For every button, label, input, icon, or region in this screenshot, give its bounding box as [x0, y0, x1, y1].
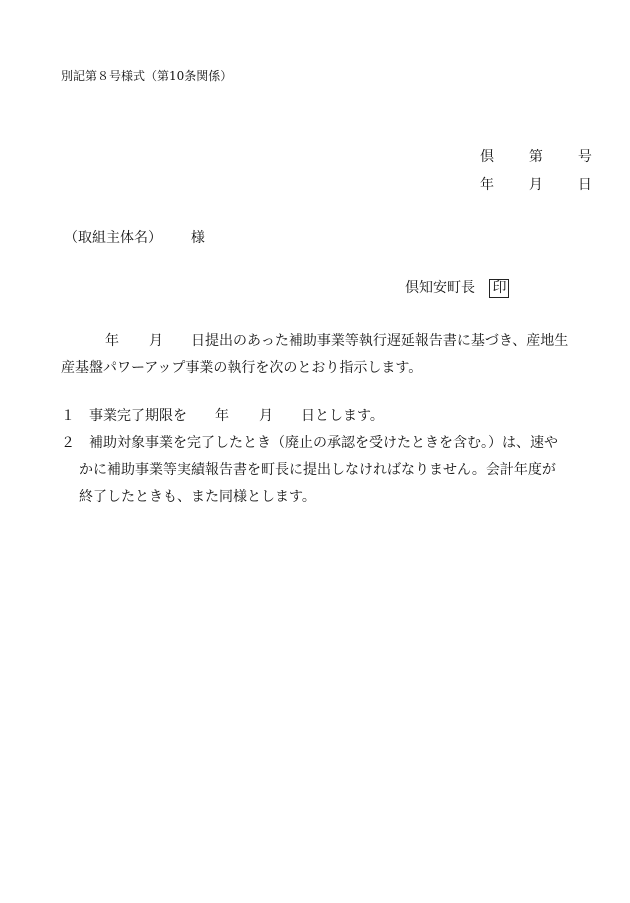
seal-mark: 印 [489, 279, 509, 298]
doc-number-mid: 第 [528, 149, 543, 165]
body-line1-rest: 提出のあった補助事業等執行遅延報告書に基づき、産地生 [205, 333, 569, 349]
item-text-line2: かに補助事業等実績報告書を町長に提出しなければなりません。会計年度が [79, 462, 556, 478]
document-number [480, 146, 592, 166]
list-item [61, 430, 581, 511]
doc-number-suffix: 号 [577, 149, 592, 165]
item-text-lead: 事業完了期限を [89, 408, 187, 424]
recipient-name: （取組主体名） [64, 230, 162, 246]
item-year: 年 [215, 408, 229, 424]
item-month: 月 [259, 408, 273, 424]
item-line-3 [61, 484, 581, 511]
recipient [64, 227, 205, 247]
item-number: １ [61, 408, 75, 424]
body-date-year: 年 [105, 333, 119, 349]
body-date-day: 日 [191, 333, 205, 349]
doc-date-month: 月 [528, 177, 543, 193]
item-text-line3: 終了したときも、また同様とします。 [79, 489, 316, 505]
item-text-line1: 補助対象事業を完了したとき（廃止の承認を受けたときを含む。）は、速や [89, 435, 558, 451]
body-date-month: 月 [149, 333, 163, 349]
form-label: 別記第８号様式（第10条関係） [61, 69, 233, 83]
document-date [480, 174, 592, 194]
doc-number-prefix: 倶 [480, 149, 494, 165]
doc-date-year: 年 [480, 177, 494, 193]
item-number: ２ [61, 435, 75, 451]
body-paragraph [61, 328, 581, 382]
item-line-2 [61, 457, 581, 484]
item-day-rest: 日とします。 [301, 408, 384, 424]
body-line-1 [61, 328, 581, 355]
body-line-2: 産基盤パワーアップ事業の執行を次のとおり指示します。 [61, 360, 423, 376]
recipient-honorific: 様 [190, 230, 205, 246]
doc-date-day: 日 [577, 177, 592, 193]
issuer-title: 倶知安町長 [405, 280, 475, 296]
list-item [61, 403, 581, 430]
item-line-1 [61, 430, 581, 457]
issuer [405, 277, 509, 298]
